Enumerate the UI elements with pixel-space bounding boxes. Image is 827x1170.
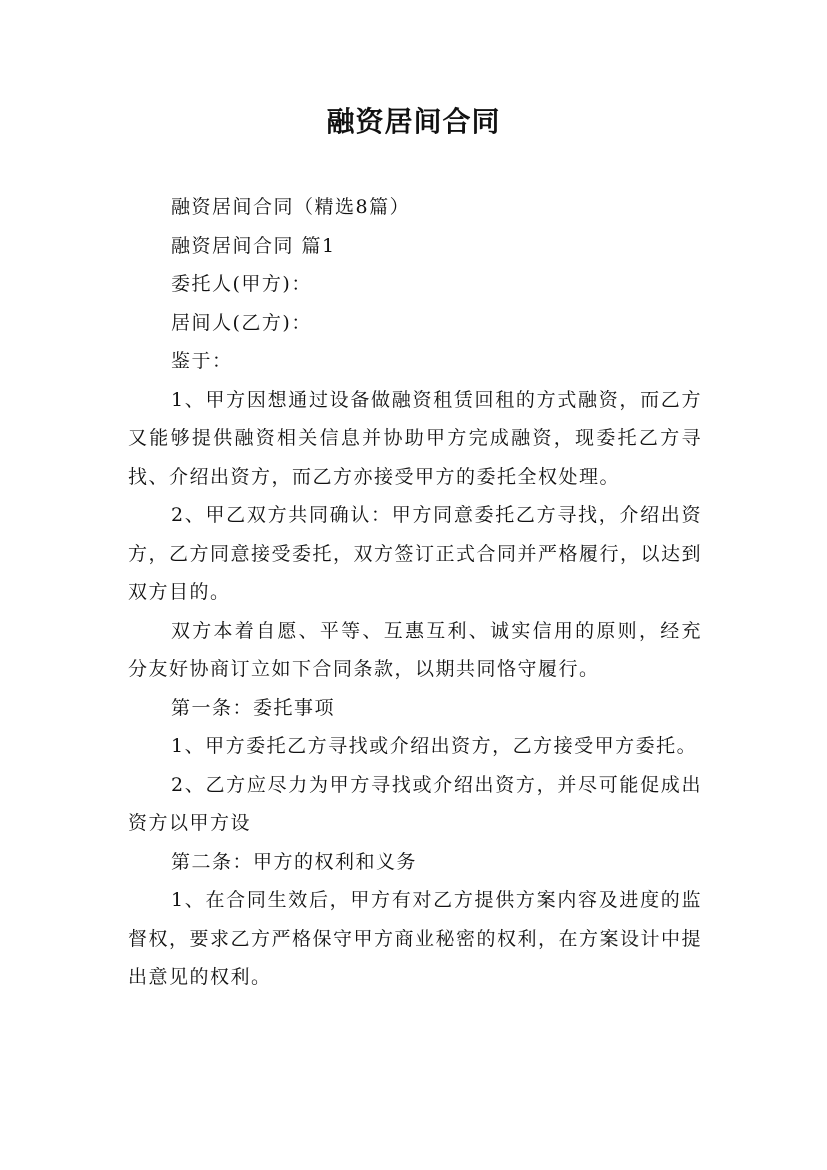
document-title: 融资居间合同	[326, 105, 501, 138]
paragraph-article-1-heading: 第一条：委托事项	[171, 696, 336, 719]
paragraph-party-a: 委托人(甲方)：	[171, 273, 312, 295]
paragraph-article-1-item-1: 1、甲方委托乙方寻找或介绍出资方，乙方接受甲方委托。	[171, 735, 698, 757]
paragraph-whereas-2: 2、甲乙双方共同确认：甲方同意委托乙方寻找，介绍出资方，乙方同意接受委托，双方签订正式合同并严格履行，以达到双方目的。	[128, 504, 703, 603]
document-body	[128, 188, 702, 997]
paragraph-chapter-heading: 融资居间合同 篇1	[171, 234, 336, 257]
paragraph-whereas-1: 1、甲方因想通过设备做融资租赁回租的方式融资，而乙方又能够提供融资相关信息并协助甲方完成融资，现委托乙方寻找、介绍出资方，而乙方亦接受甲方的委托全权处理。	[128, 388, 702, 488]
paragraph-subtitle: 融资居间合同（精选8篇）	[171, 196, 411, 218]
paragraph-whereas: 鉴于：	[171, 350, 233, 372]
paragraph-principles: 双方本着自愿、平等、互惠互利、诚实信用的原则，经充分友好协商订立如下合同条款，以期共同恪守履行。	[128, 619, 702, 680]
paragraph-article-1-item-2: 2、乙方应尽力为甲方寻找或介绍出资方，并尽可能促成出资方以甲方设	[128, 773, 702, 834]
paragraph-article-2-heading: 第二条：甲方的权利和义务	[171, 850, 418, 873]
paragraph-party-b: 居间人(乙方)：	[171, 311, 312, 334]
paragraph-article-2-item-1: 1、在合同生效后，甲方有对乙方提供方案内容及进度的监督权，要求乙方严格保守甲方商业秘密的权利，在方案设计中提出意见的权利。	[128, 889, 703, 988]
